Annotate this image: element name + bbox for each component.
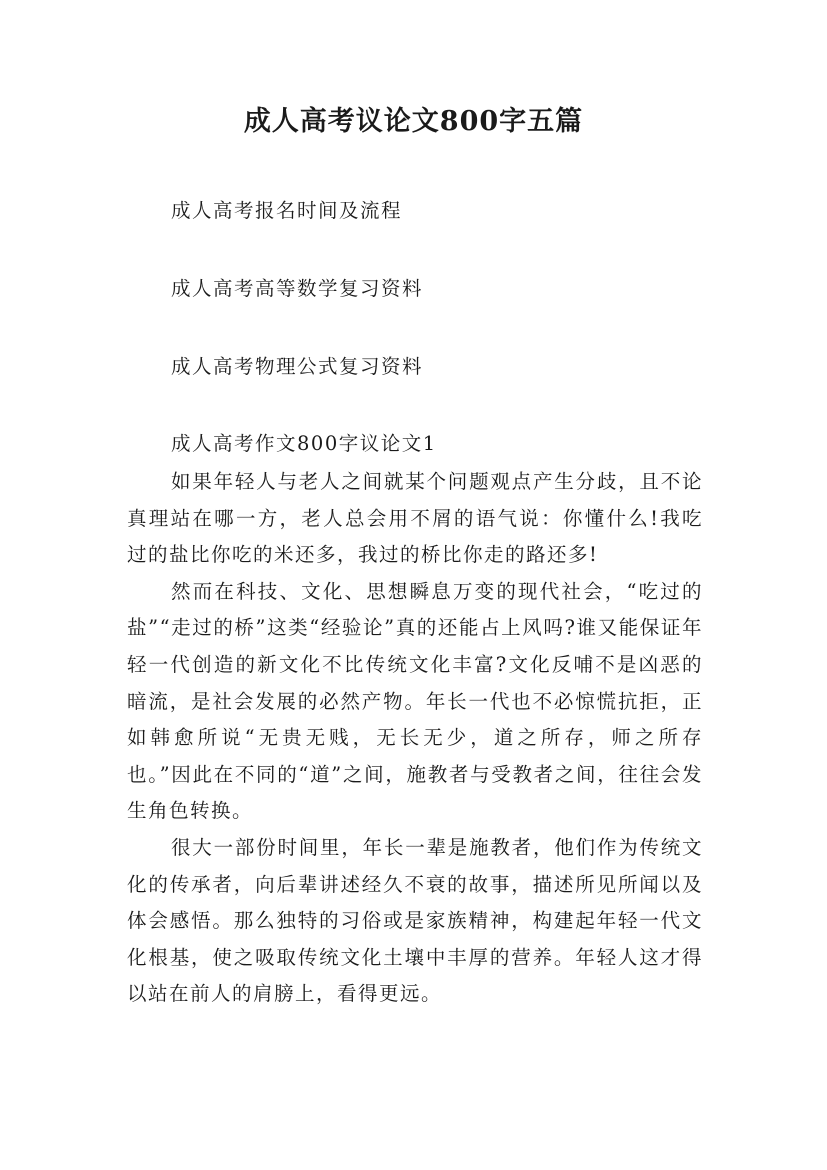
related-link-registration[interactable]: 成人高考报名时间及流程 bbox=[171, 199, 403, 222]
section-heading: 成人高考作文800字议论文1 bbox=[171, 432, 437, 455]
paragraph: 然而在科技、文化、思想瞬息万变的现代社会，“吃过的盐”“走过的桥”这类“经验论”真的还能占上风吗?谁又能保证年轻一代创造的新文化不比传统文化丰富?文化反哺不是凶恶的暗流，是社会发展的必然产物。年长一代也不必惊慌抗拒，正如韩愈所说“无贵无贱，无长无少，道之所存，师之所存也。”因此在不同的“道”之间，施教者与受教者之间，往往会发生角色转换。 bbox=[127, 579, 703, 823]
paragraph: 如果年轻人与老人之间就某个问题观点产生分歧，且不论真理站在哪一方，老人总会用不屑的语气说：你懂什么!我吃过的盐比你吃的米还多，我过的桥比你走的路还多! bbox=[127, 470, 703, 567]
article-body bbox=[127, 464, 703, 1013]
related-link-math-review[interactable]: 成人高考高等数学复习资料 bbox=[171, 277, 424, 300]
paragraph: 很大一部份时间里，年长一辈是施教者，他们作为传统文化的传承者，向后辈讲述经久不衰的故事，描述所见所闻以及体会感悟。那么独特的习俗或是家族精神，构建起年轻一代文化根基，使之吸取传统文化土壤中丰厚的营养。年轻人这才得以站在前人的肩膀上，看得更远。 bbox=[127, 835, 703, 1006]
related-link-physics-formulas[interactable]: 成人高考物理公式复习资料 bbox=[171, 355, 424, 378]
document-title: 成人高考议论文800字五篇 bbox=[243, 106, 584, 137]
